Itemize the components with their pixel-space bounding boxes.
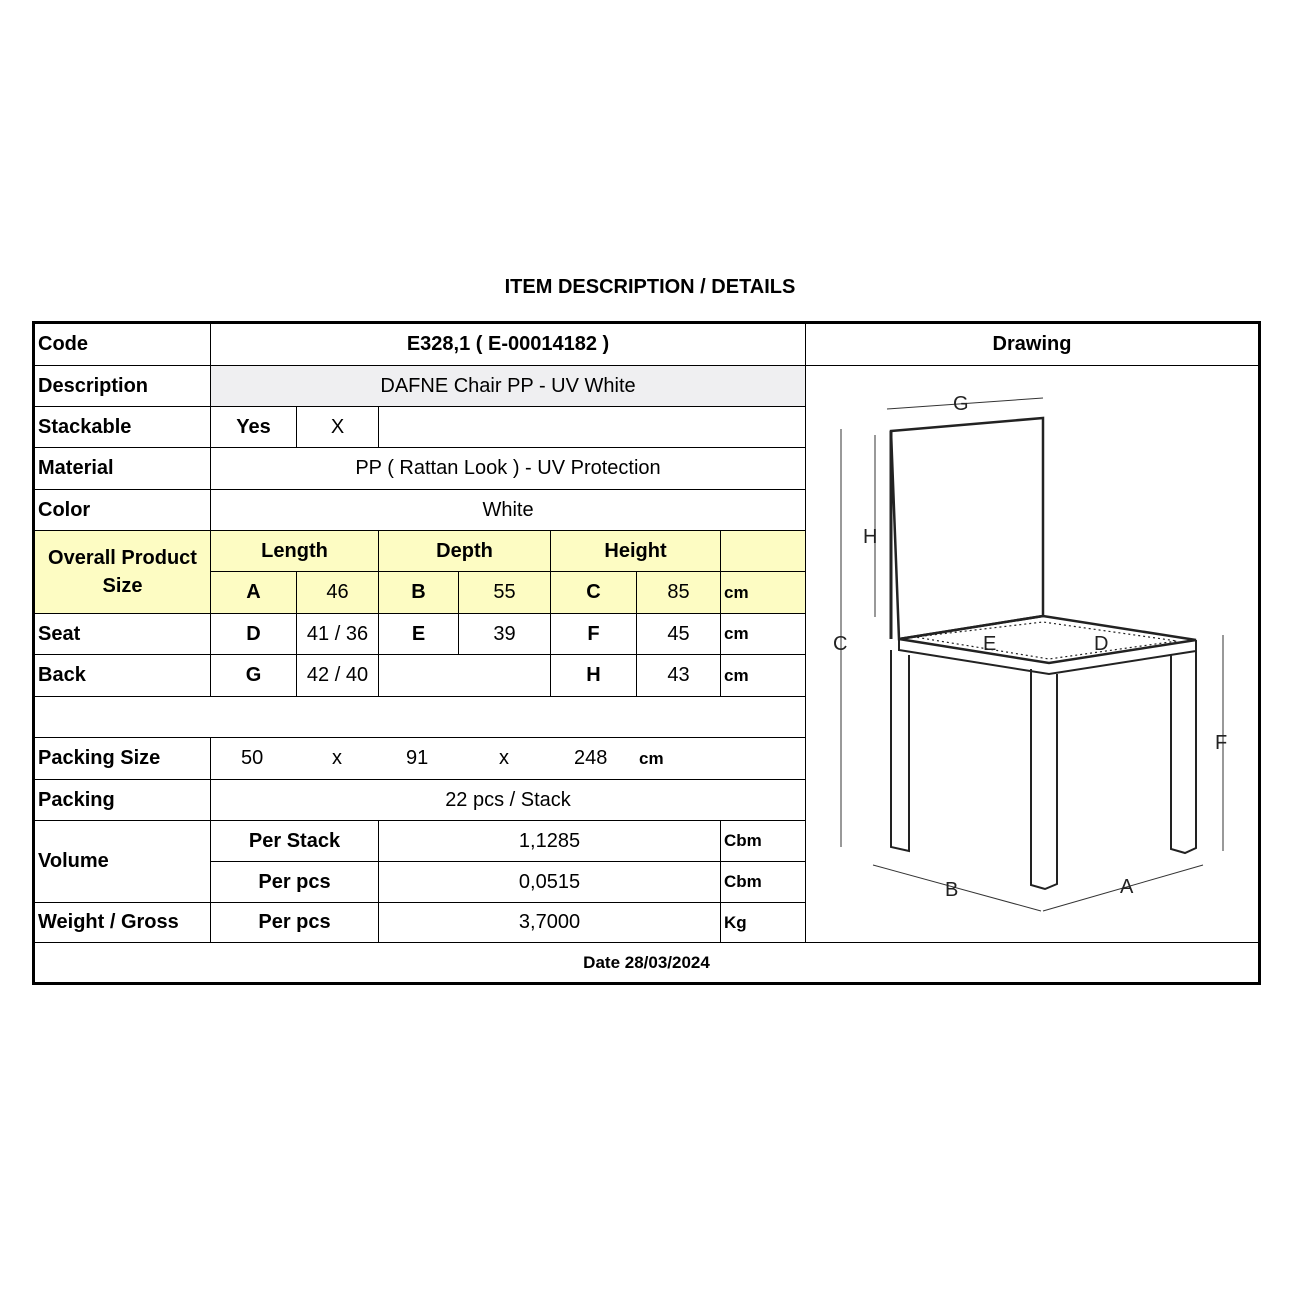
volume-per-stack-unit: Cbm — [721, 821, 806, 862]
description-value: DAFNE Chair PP - UV White — [211, 366, 806, 407]
date-footer: Date 28/03/2024 — [583, 953, 710, 972]
chair-leg-front — [1031, 669, 1057, 889]
chair-leg-back-left — [891, 650, 909, 851]
volume-per-pcs-unit: Cbm — [721, 862, 806, 903]
dim-f-value: 45 — [637, 614, 721, 655]
seat-label: Seat — [35, 614, 211, 655]
dim-g-value: 42 / 40 — [297, 655, 379, 697]
volume-per-stack-value: 1,1285 — [379, 821, 721, 862]
volume-label: Volume — [35, 821, 211, 903]
dim-e-value: 39 — [459, 614, 551, 655]
overall-size-label: Overall Product Size — [35, 531, 211, 614]
stackable-label: Stackable — [35, 407, 211, 448]
label-a: A — [1120, 876, 1134, 898]
length-header: Length — [211, 531, 379, 572]
weight-per-pcs-label: Per pcs — [211, 903, 379, 943]
label-b: B — [945, 879, 959, 901]
label-c: C — [833, 633, 848, 655]
dim-e-letter: E — [379, 614, 459, 655]
weight-unit: Kg — [721, 903, 806, 943]
material-label: Material — [35, 448, 211, 490]
packing-size-row — [211, 738, 806, 780]
depth-header: Depth — [379, 531, 551, 572]
color-value: White — [211, 490, 806, 531]
chair-drawing — [805, 365, 1261, 943]
label-e: E — [983, 633, 997, 655]
dim-b-letter: B — [379, 572, 459, 614]
dim-c-value: 85 — [637, 572, 721, 614]
dim-a-value: 46 — [297, 572, 379, 614]
seat-unit: cm — [721, 614, 806, 655]
label-g: G — [953, 393, 969, 415]
chair-leg-right — [1171, 651, 1196, 853]
volume-per-pcs-label: Per pcs — [211, 862, 379, 903]
label-h: H — [863, 526, 878, 548]
color-label: Color — [35, 490, 211, 531]
dim-g-letter: G — [211, 655, 297, 697]
packing-size-label: Packing Size — [35, 738, 211, 780]
spec-sheet — [32, 321, 1261, 985]
overall-unit: cm — [721, 572, 806, 614]
back-label: Back — [35, 655, 211, 697]
dim-h-value: 43 — [637, 655, 721, 697]
chair-seat-edge — [899, 639, 1196, 674]
stackable-mark: X — [297, 407, 379, 448]
packing-size-unit: cm — [639, 748, 664, 768]
weight-label: Weight / Gross — [35, 903, 211, 943]
dim-f-letter: F — [551, 614, 637, 655]
stackable-empty — [379, 407, 806, 448]
label-f: F — [1215, 732, 1228, 754]
code-value: E328,1 ( E-00014182 ) — [211, 324, 806, 366]
packing-size-width: 91 — [406, 747, 429, 769]
chair-seat — [899, 616, 1196, 663]
chair-backrest — [891, 418, 1043, 639]
back-unit: cm — [721, 655, 806, 697]
dim-a-letter: A — [211, 572, 297, 614]
dim-h-letter: H — [551, 655, 637, 697]
chair-seat-inner — [915, 622, 1177, 659]
spacer-row — [35, 697, 806, 738]
drawing-header: Drawing — [806, 324, 1258, 366]
dim-d-letter: D — [211, 614, 297, 655]
packing-size-length: 50 — [241, 747, 264, 769]
page-title: ITEM DESCRIPTION / DETAILS — [504, 276, 796, 298]
label-d: D — [1094, 633, 1109, 655]
packing-label: Packing — [35, 780, 211, 821]
dim-b-value: 55 — [459, 572, 551, 614]
code-label: Code — [35, 324, 211, 366]
volume-per-stack-label: Per Stack — [211, 821, 379, 862]
weight-value: 3,7000 — [379, 903, 721, 943]
description-label: Description — [35, 366, 211, 407]
packing-size-x2: x — [499, 747, 509, 769]
packing-size-height: 248 — [574, 747, 608, 769]
material-value: PP ( Rattan Look ) - UV Protection — [211, 448, 806, 490]
stackable-yes: Yes — [211, 407, 297, 448]
dim-d-value: 41 / 36 — [297, 614, 379, 655]
overall-empty-header — [721, 531, 806, 572]
packing-size-x1: x — [332, 747, 342, 769]
dim-c-letter: C — [551, 572, 637, 614]
packing-value: 22 pcs / Stack — [211, 780, 806, 821]
back-empty — [379, 655, 551, 697]
volume-per-pcs-value: 0,0515 — [379, 862, 721, 903]
height-header: Height — [551, 531, 721, 572]
